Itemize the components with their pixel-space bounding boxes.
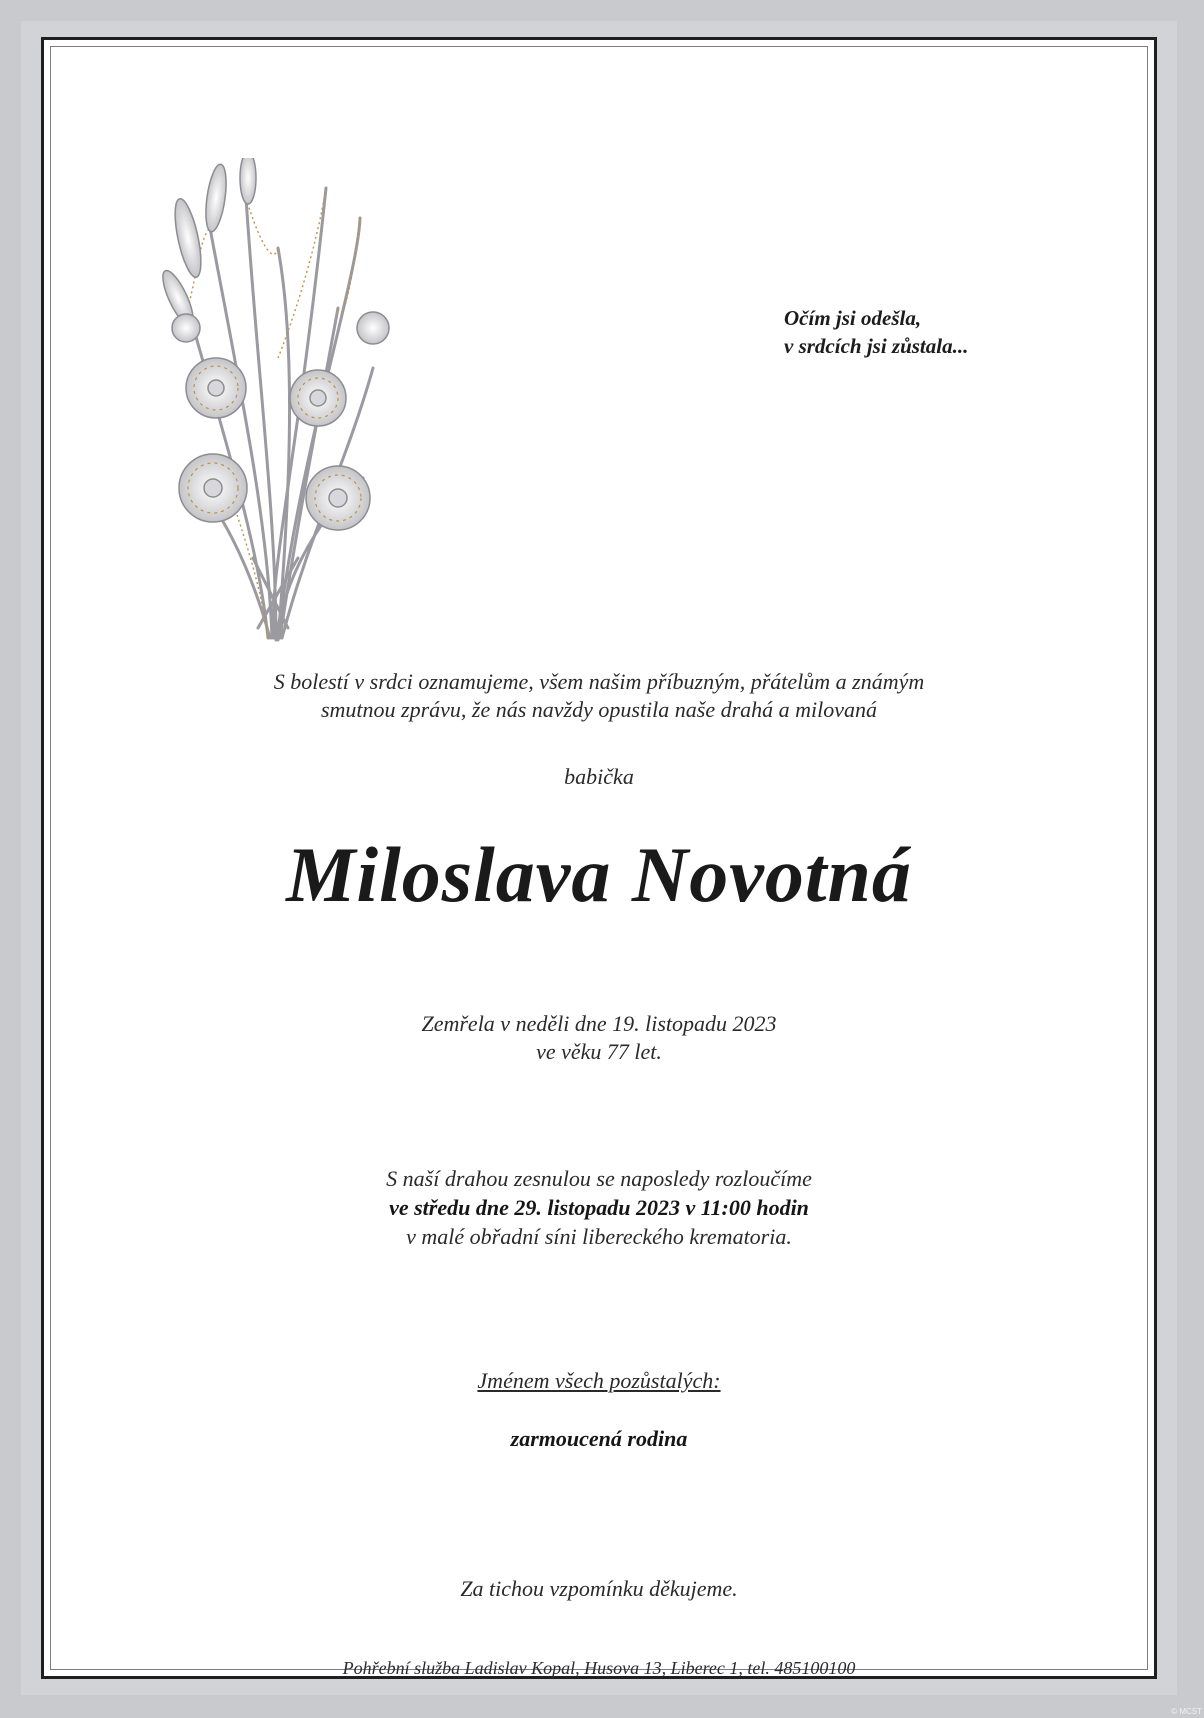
on-behalf-label: Jménem všech pozůstalých: <box>477 1368 721 1393</box>
death-info <box>44 1010 1154 1066</box>
epigraph-line-1: Očím jsi odešla, <box>784 306 922 330</box>
deceased-name: Miloslava Novotná <box>286 831 912 918</box>
farewell-date-time: ve středu dne 29. listopadu 2023 v 11:00 hodin <box>389 1195 809 1220</box>
farewell-line-1: S naší drahou zesnulou se naposledy rozloučíme <box>386 1166 812 1191</box>
thanks-text: Za tichou vzpomínku děkujeme. <box>460 1576 738 1601</box>
flower-bouquet-icon <box>148 158 408 658</box>
announcement-line-1: S bolestí v srdci oznamujeme, všem našim příbuzným, přátelům a známým <box>273 669 925 694</box>
parte-frame <box>21 21 1177 1695</box>
announcement-text <box>44 668 1154 724</box>
relation-label: babička <box>564 764 634 789</box>
epigraph-line-2: v srdcích jsi zůstala... <box>784 334 969 358</box>
farewell-place: v malé obřadní síni libereckého krematoria. <box>406 1224 792 1249</box>
obituary-page <box>41 37 1157 1679</box>
farewell-info <box>44 1164 1154 1251</box>
family-signature: zarmoucená rodina <box>510 1426 688 1451</box>
death-date: Zemřela v neděli dne 19. listopadu 2023 <box>421 1011 777 1036</box>
epigraph-quote <box>784 304 1084 360</box>
death-age: ve věku 77 let. <box>536 1039 662 1064</box>
watermark: © MCST <box>1171 1707 1202 1716</box>
announcement-line-2: smutnou zprávu, že nás navždy opustila naše drahá a milovaná <box>320 697 878 722</box>
funeral-service-footer: Pohřební služba Ladislav Kopal, Husova 13, Liberec 1, tel. 485100100 <box>342 1658 856 1678</box>
